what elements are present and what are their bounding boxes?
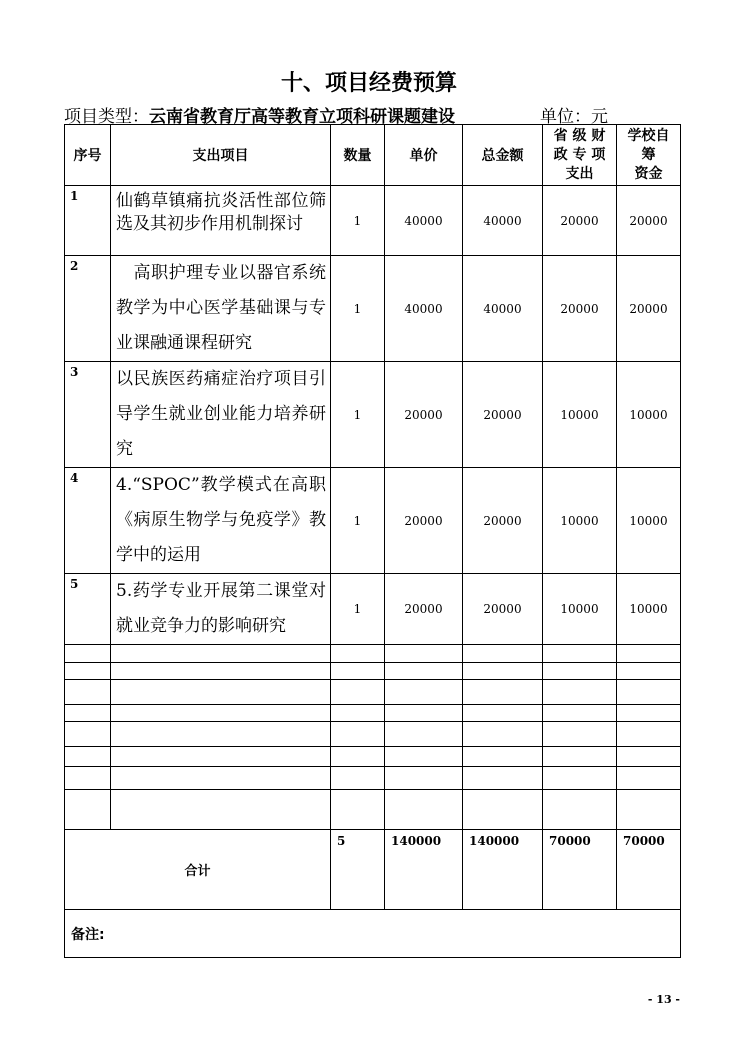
row-provincial: 10000 <box>543 468 617 574</box>
row-total: 20000 <box>463 468 543 574</box>
row-school: 20000 <box>617 186 681 256</box>
page-number: - 13 - <box>647 993 680 1006</box>
header-total: 总金额 <box>463 125 543 186</box>
empty-row <box>65 680 681 705</box>
row-seq: 3 <box>65 362 111 468</box>
table-row <box>65 574 681 645</box>
total-qty: 5 <box>331 830 385 910</box>
header-school-line: 筹 <box>641 146 656 163</box>
header-prov-line: 省 级 财 <box>553 127 606 144</box>
unit-label: 单位：元 <box>540 107 608 127</box>
empty-row <box>65 747 681 767</box>
header-prov-line: 政 专 项 <box>553 146 606 163</box>
row-item: 5.药学专业开展第二课堂对就业竞争力的影响研究 <box>111 574 331 645</box>
row-total: 40000 <box>463 186 543 256</box>
header-unit-price: 单价 <box>385 125 463 186</box>
row-item: 高职护理专业以器官系统教学为中心医学基础课与专业课融通课程研究 <box>111 256 331 362</box>
header-prov-line: 支出 <box>565 165 594 182</box>
header-provincial-funds <box>543 125 617 186</box>
project-type-label: 项目类型： <box>64 107 149 127</box>
row-provincial: 20000 <box>543 186 617 256</box>
row-total: 20000 <box>463 574 543 645</box>
table-row <box>65 256 681 362</box>
total-row <box>65 830 681 910</box>
total-label: 合计 <box>65 830 331 910</box>
budget-table <box>64 124 681 958</box>
row-unit-price: 40000 <box>385 256 463 362</box>
project-type-line <box>64 102 679 127</box>
row-school: 10000 <box>617 574 681 645</box>
total-school: 70000 <box>617 830 681 910</box>
empty-row <box>65 663 681 680</box>
row-qty: 1 <box>331 362 385 468</box>
row-qty: 1 <box>331 468 385 574</box>
empty-row <box>65 645 681 663</box>
row-school: 20000 <box>617 256 681 362</box>
total-unit-price: 140000 <box>385 830 463 910</box>
row-qty: 1 <box>331 574 385 645</box>
empty-row <box>65 722 681 747</box>
row-seq: 1 <box>65 186 111 256</box>
table-row <box>65 468 681 574</box>
empty-row <box>65 790 681 830</box>
table-row <box>65 186 681 256</box>
row-provincial: 20000 <box>543 256 617 362</box>
header-item: 支出项目 <box>111 125 331 186</box>
total-amount: 140000 <box>463 830 543 910</box>
row-qty: 1 <box>331 186 385 256</box>
header-school-funds <box>617 125 681 186</box>
header-seq: 序号 <box>65 125 111 186</box>
row-provincial: 10000 <box>543 574 617 645</box>
row-unit-price: 20000 <box>385 362 463 468</box>
project-type-value: 云南省教育厅高等教育立项科研课题建设 <box>149 107 455 127</box>
row-qty: 1 <box>331 256 385 362</box>
row-seq: 2 <box>65 256 111 362</box>
row-item: 4.“SPOC”教学模式在高职《病原生物学与免疫学》教学中的运用 <box>111 468 331 574</box>
remark-label: 备注: <box>65 910 681 958</box>
empty-row <box>65 705 681 722</box>
row-unit-price: 20000 <box>385 468 463 574</box>
row-item: 仙鹤草镇痛抗炎活性部位筛选及其初步作用机制探讨 <box>111 186 331 256</box>
table-row <box>65 362 681 468</box>
header-school-line: 资金 <box>634 165 663 182</box>
row-item: 以民族医药痛症治疗项目引导学生就业创业能力培养研究 <box>111 362 331 468</box>
row-provincial: 10000 <box>543 362 617 468</box>
row-total: 40000 <box>463 256 543 362</box>
row-unit-price: 40000 <box>385 186 463 256</box>
header-school-line: 学校自 <box>627 127 670 144</box>
total-provincial: 70000 <box>543 830 617 910</box>
row-total: 20000 <box>463 362 543 468</box>
row-seq: 5 <box>65 574 111 645</box>
header-row <box>65 125 681 186</box>
header-qty: 数量 <box>331 125 385 186</box>
remark-row <box>65 910 681 958</box>
row-school: 10000 <box>617 362 681 468</box>
empty-row <box>65 767 681 790</box>
row-school: 10000 <box>617 468 681 574</box>
row-seq: 4 <box>65 468 111 574</box>
page-title: 十、项目经费预算 <box>280 71 457 96</box>
row-unit-price: 20000 <box>385 574 463 645</box>
